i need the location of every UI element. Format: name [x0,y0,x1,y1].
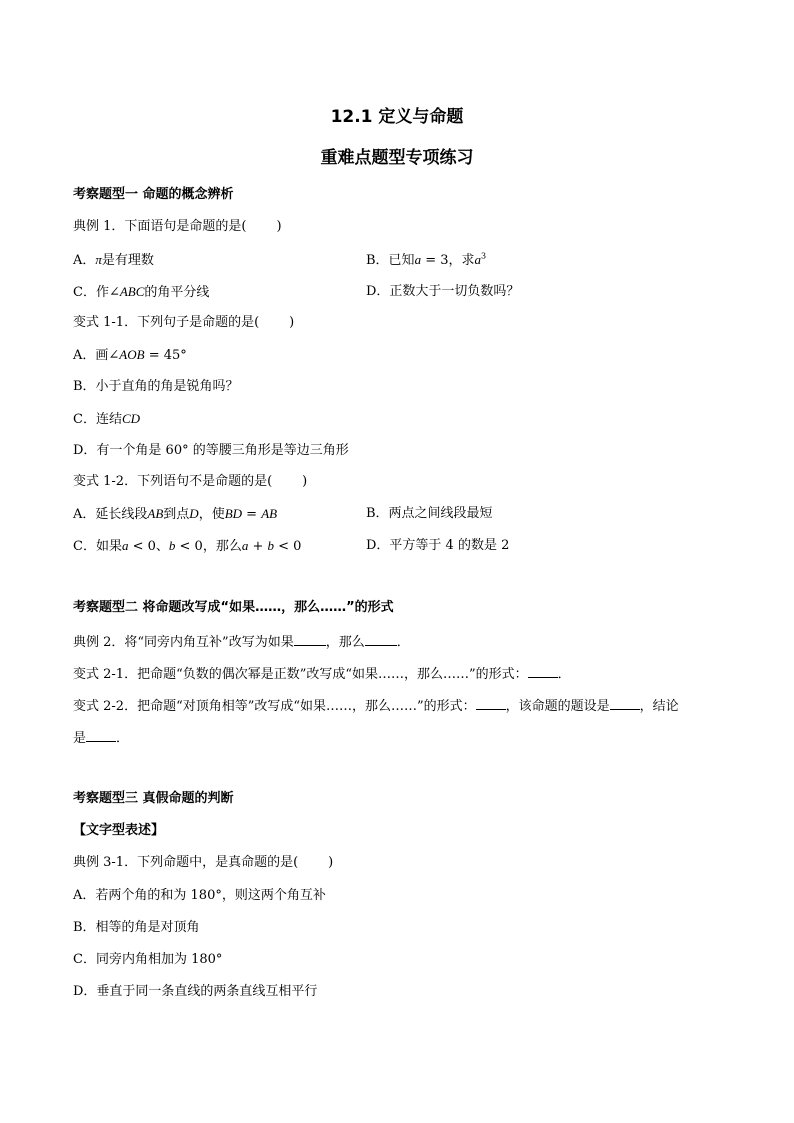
answer-blank[interactable] [610,697,640,710]
fill-in-question: 典例 2．将“同旁内角互补”改写为如果 ，那么 ． [73,635,410,650]
section-heading-2: 考察题型二 将命题改写成“如果……，那么……”的形式 [73,600,394,615]
fill-in-question-cont: 是 ． [73,731,130,746]
subsection-tag: 【文字型表述】 [73,823,165,838]
option-d: D．平方等于 4 的数是 2 [366,538,510,553]
option-c: C．同旁内角相加为 180° [73,952,223,967]
question-stem: 典例 3-1．下列命题中，是真命题的是( ) [73,855,334,870]
option-d: D．有一个角是 60° 的等腰三角形是等边三角形 [73,443,349,458]
option-a: A．若两个角的和为 180°，则这两个角互补 [73,888,326,903]
question-stem: 典例 1．下面语句是命题的是( ) [73,219,282,234]
option-b: B．两点之间线段最短 [366,506,493,521]
section-heading-1: 考察题型一 命题的概念辨析 [73,187,234,202]
option-c: C．作∠ABC的角平分线 [73,284,210,300]
question-stem: 变式 1-2．下列语句不是命题的是( ) [73,474,308,489]
option-b: B．相等的角是对顶角 [73,920,200,935]
section-heading-3: 考察题型三 真假命题的判断 [73,791,234,806]
answer-blank[interactable] [294,633,326,646]
option-b: B．已知a = 3，求$a^3$ [366,251,487,268]
answer-blank[interactable] [86,729,116,742]
option-c: C．如果a < 0、b < 0，那么a + b < 0 [73,538,302,554]
option-a: A．画∠AOB = 45° [73,347,187,363]
fill-in-question: 变式 2-2．把命题“对顶角相等”改写成“如果……，那么……”的形式： ，该命题的题设是 ，结论 [73,699,679,714]
option-a: A．延长线段AB到点D，使BD = AB [73,506,278,522]
page-title: 12.1 定义与命题 [330,107,464,127]
answer-blank[interactable] [476,697,506,710]
question-stem: 变式 1-1．下列句子是命题的是( ) [73,315,295,330]
option-a: A．π是有理数 [73,252,154,268]
answer-blank[interactable] [365,633,397,646]
page-subtitle: 重难点题型专项练习 [320,148,474,168]
option-d: D．正数大于一切负数吗？ [366,284,520,299]
option-c: C．连结CD [73,411,141,427]
option-d: D．垂直于同一条直线的两条直线互相平行 [73,984,318,999]
fill-in-question: 变式 2-1．把命题“负数的偶次幂是正数”改写成“如果……，那么……”的形式： ． [73,667,571,682]
option-b: B．小于直角的角是锐角吗？ [73,379,239,394]
answer-blank[interactable] [528,665,558,678]
